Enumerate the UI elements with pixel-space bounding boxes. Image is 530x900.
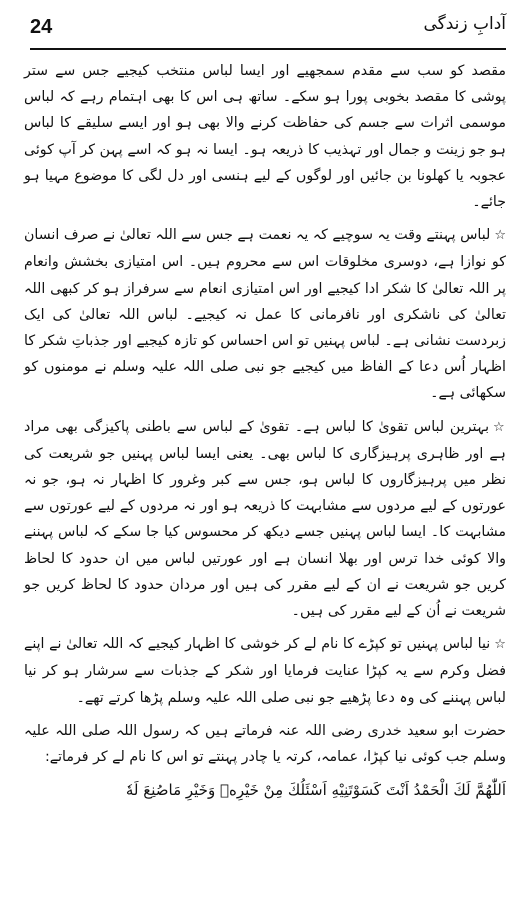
page-number: 24 [30, 16, 53, 38]
paragraph-new-clothes [24, 631, 506, 711]
paragraph-text: بہترین لباس تقویٰ کا لباس ہے۔ تقویٰ کے لباس سے باطنی پاکیزگی بھی مراد ہے اور ظاہری پرہیزگاری کا لباس بھی۔ یعنی ایسا لباس پہنیں جو شریعت کی نظر میں پرہیزگاروں کا لباس ہو، جس سے کبر وغرور کا اظہار نہ ہو، جو نہ عورتوں کے لیے مردوں سے مشابہت کا ذریعہ ہو اور نہ مردوں کے لیے عورتوں سے مشابہت کا۔ ایسا لباس پہنیں جسے دیکھ کر محسوس کیا جا سکے کہ لباس پہننے والا کوئی خدا ترس اور بھلا انسان ہے اور عورتیں لباس میں ان حدود کا لحاظ کریں جو شریعت نے ان کے لیے مقرر کی ہیں اور مردان حدود کا لحاظ کریں جو شریعت نے اُن کے لیے مقرر کی ہیں۔ [24, 418, 506, 620]
star-bullet: ☆ [494, 228, 506, 244]
header-rule [30, 48, 506, 50]
paragraph-gratitude [24, 222, 506, 406]
paragraph-text: مقصد کو سب سے مقدم سمجھیے اور ایسا لباس منتخب کیجیے جس سے ستر پوشی کا مقصد بخوبی پورا ہو سکے۔ ساتھ ہی اس کا بھی اہتمام رہے کہ لباس موسمی اثرات سے جسم کی حفاظت کرنے والا بھی ہو اور ایسے سلیقے کا لباس ہو جو زینت و جمال اور تہذیب کا ذریعہ ہو۔ ایسا نہ ہو کہ اسے پہن کر آپ کوئی عجوبہ یا کھلونا بن جائیں اور لوگوں کے لیے ہنسی اور دل لگی کا موضوع مہیا ہو جائے۔ [24, 63, 506, 211]
paragraph-taqwa [24, 414, 506, 625]
running-title: آدابِ زندگی [423, 14, 506, 34]
arabic-dua: اَللّٰهُمَّ لَكَ الْحَمْدُ اَنْتَ كَسَوْتَنِيْهِ اَسْئَلُكَ مِنْ خَيْرِهٖ وَخَيْرِ مَاصُنِعَ لَهٗ [125, 781, 506, 800]
paragraph-text: لباس پہنتے وقت یہ سوچیے کہ یہ نعمت ہے جس سے اللہ تعالیٰ نے صرف انسان کو نوازا ہے، دوسری مخلوقات اس سے محروم ہیں۔ اس امتیازی بخشش وانعام پر اللہ تعالیٰ کا شکر ادا کیجیے اور اس امتیازی انعام سے سرفراز ہو کر کبھی اللہ تعالیٰ کی ناشکری اور نافرمانی کا عمل نہ کیجیے۔ لباس اللہ تعالیٰ کی ایک زبردست نشانی ہے۔ لباس پہنیں تو اس احساس کو تازہ کیجیے اور جذباتِ شکر کا اظہار اُس دعا کے الفاظ میں کیجیے جو نبی صلی اللہ علیہ وسلم نے مومنوں کو سکھائی ہے۔ [24, 227, 506, 402]
paragraph-purpose-of-clothing [24, 58, 506, 215]
hadith-intro: حضرت ابو سعید خدری رضی اللہ عنہ فرماتے ہیں کہ رسول اللہ صلی اللہ علیہ وسلم جب کوئی نیا کپڑا، عمامہ، کرتہ یا چادر پہنتے تو اس کا نام لے کر فرماتے: [24, 722, 506, 766]
paragraph-text: نیا لباس پہنیں تو کپڑے کا نام لے کر خوشی کا اظہار کیجیے کہ اللہ تعالیٰ نے اپنے فضل وکرم سے یہ کپڑا عنایت فرمایا اور شکر کے جذبات سے سرشار ہو کر نیا لباس پہننے کی وہ دعا پڑھیے جو نبی صلی اللہ علیہ وسلم پڑھا کرتے تھے۔ [24, 636, 506, 706]
page-header [30, 14, 506, 50]
star-bullet: ☆ [493, 419, 506, 435]
page-body [24, 58, 506, 819]
star-bullet: ☆ [494, 637, 506, 653]
